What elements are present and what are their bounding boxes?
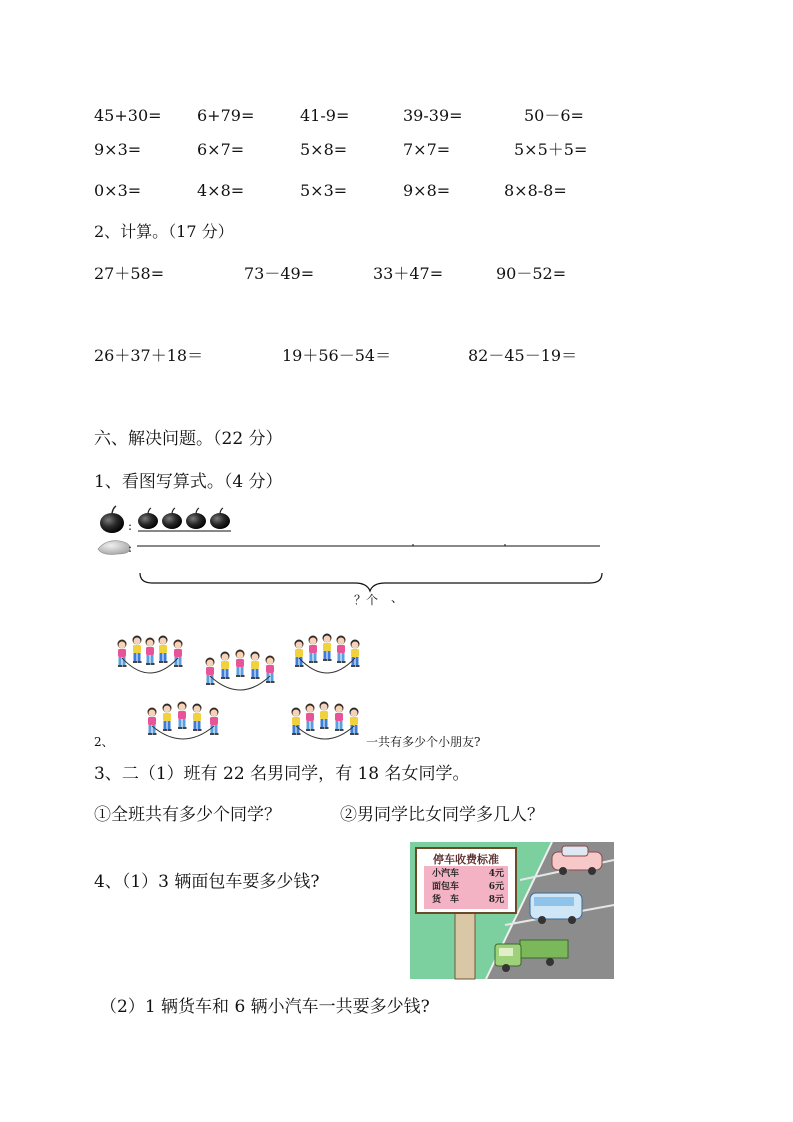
calc-item: 26＋37＋18＝ [94, 346, 204, 365]
problem-2-question: 一共有多少个小朋友? [366, 735, 481, 749]
oral-item: 45+30= [94, 106, 162, 125]
fee-sign-row [432, 868, 504, 881]
fee-sign-table [432, 868, 504, 907]
problem-4-q2: （2）1 辆货车和 6 辆小汽车一共要多少钱? [100, 997, 430, 1017]
oral-item: 39-39= [403, 106, 463, 125]
calc-item: 19＋56－54＝ [282, 346, 392, 365]
calc-item: 27＋58= [94, 264, 165, 283]
problem-2-number: 2、 [94, 735, 114, 749]
svg-text::: : [128, 519, 133, 533]
problem-4-q1: 4、（1）3 辆面包车要多少钱? [94, 872, 320, 892]
brace-mark: 、 [391, 591, 404, 605]
oral-item: 8×8-8= [504, 181, 567, 200]
problem-1-title: 1、看图写算式。（4 分） [94, 472, 283, 492]
fee-vehicle: 货 车 [432, 895, 460, 905]
oral-item: 9×8= [403, 181, 451, 200]
brace-label: ？个 [354, 593, 379, 607]
fee-vehicle: 小汽车 [432, 869, 460, 879]
oral-item: 4×8= [197, 181, 245, 200]
oral-item: 9×3= [94, 140, 142, 159]
fee-sign-title: 停车收费标准 [433, 853, 499, 866]
oral-item: 0×3= [94, 181, 142, 200]
fee-sign-row [432, 894, 504, 907]
section-6-title: 六、解决问题。（22 分） [94, 429, 283, 449]
calc-item: 82－45－19＝ [468, 346, 578, 365]
calc-item: 33＋47= [373, 264, 444, 283]
calc-item: 90－52= [496, 264, 567, 283]
calc-item: 73－49= [244, 264, 315, 283]
oral-item: 5×5＋5= [514, 140, 588, 159]
svg-text::: : [128, 541, 133, 555]
oral-item: 5×3= [300, 181, 348, 200]
fee-vehicle: 面包车 [432, 882, 460, 892]
problem-3-q1: ①全班共有多少个同学？ [94, 805, 281, 825]
fee-price: 6元 [488, 882, 504, 892]
fee-price: 8元 [488, 895, 504, 905]
oral-item: 7×7= [403, 140, 451, 159]
oral-item: 6+79= [197, 106, 255, 125]
oral-item: 6×7= [197, 140, 245, 159]
problem-3-q2: ②男同学比女同学多几人？ [340, 805, 544, 825]
oral-item: 41-9= [300, 106, 350, 125]
section-2-title: 2、计算。（17 分） [94, 222, 234, 241]
fee-price: 4元 [488, 869, 504, 879]
problem-3-statement: 3、二（1）班有 22 名男同学，有 18 名女同学。 [94, 764, 470, 784]
van-icon [530, 893, 582, 924]
oral-item: 5×8= [300, 140, 348, 159]
oral-item: 50－6= [524, 106, 584, 125]
fee-sign-row [432, 881, 504, 894]
